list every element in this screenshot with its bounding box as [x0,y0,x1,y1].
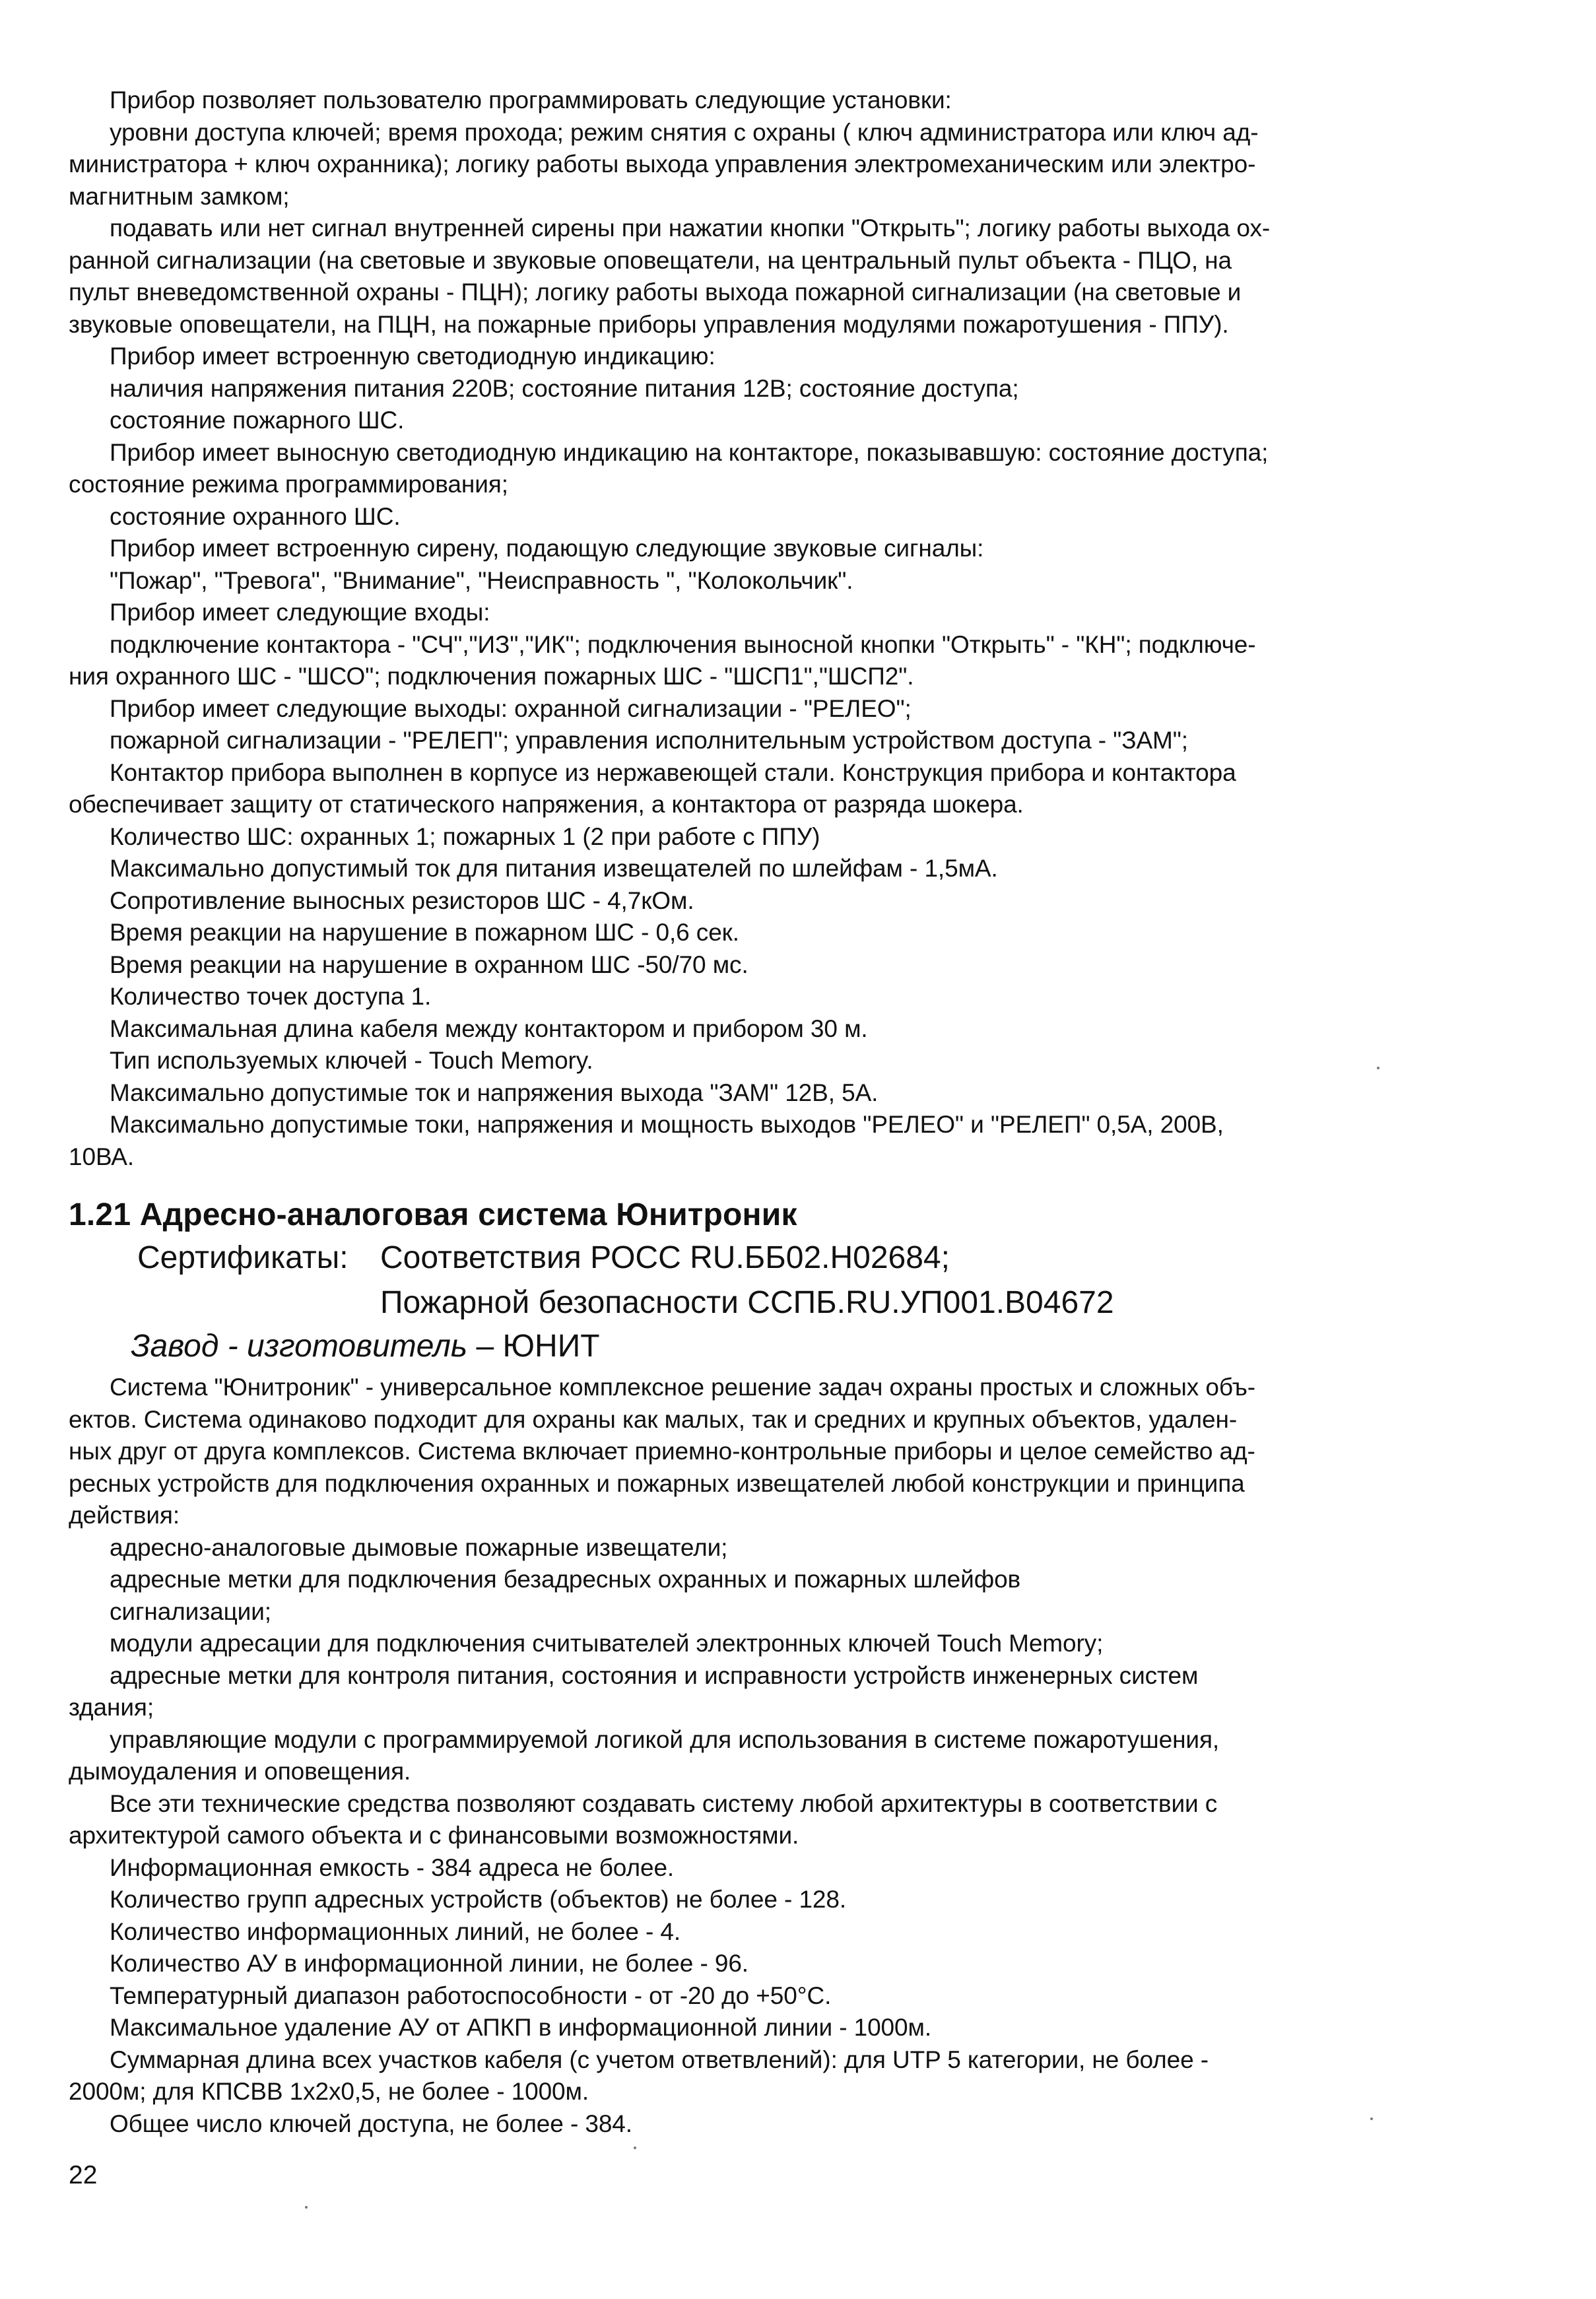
text-line: адресные метки для подключения безадресных охранных и пожарных шлейфов [110,1566,1021,1593]
text-line: министратора + ключ охранника); логику работы выхода управления электромеханическим или электро- [69,150,1256,178]
text-line: Количество информационных линий, не более - 4. [110,1917,681,1945]
manufacturer-line [131,1325,1455,1368]
text-line: Тип используемых ключей - Touch Memory. [110,1047,593,1074]
text-line: здания; [69,1694,154,1721]
text-line: "Пожар", "Тревога", "Внимание", "Неисправность ", "Колокольчик". [110,566,853,594]
text-line: Время реакции на нарушение в пожарном ШС - 0,6 сек. [110,919,739,946]
scan-speck [305,2206,308,2209]
text-line: Система "Юнитроник" - универсальное комплексное решение задач охраны простых и сложных объ- [110,1374,1255,1401]
text-line: Максимальное удаление АУ от АПКП в информационной линии - 1000м. [110,2014,932,2041]
text-line: Время реакции на нарушение в охранном ШС -50/70 мс. [110,950,748,978]
text-line: обеспечивает защиту от статического напряжения, а контактора от разряда шокера. [69,791,1024,818]
section-unitronik [69,1195,1455,2140]
certificate-fire-safety: Пожарной безопасности ССПБ.RU.УП001.В04672 [380,1285,1114,1320]
text-line: Общее число ключей доступа, не более - 384. [110,2110,632,2137]
text-line: состояние пожарного ШС. [110,407,405,434]
text-line: Количество АУ в информационной линии, не более - 96. [110,1950,748,1977]
text-line: 10ВА. [69,1143,135,1170]
text-line: Прибор имеет выносную светодиодную индикацию на контакторе, показывавшую: состояние доступа; [110,438,1269,466]
text-line: Контактор прибора выполнен в корпусе из нержавеющей стали. Конструкция прибора и контактора [110,758,1236,786]
text-line: подключение контактора - "СЧ","ИЗ","ИК"; подключения выносной кнопки "Открыть" - "КН"; подключе- [110,630,1256,658]
certificate-line-1 [69,1236,1455,1281]
text-line: ния охранного ШС - "ШСО"; подключения пожарных ШС - "ШСП1","ШСП2". [69,663,914,690]
text-line: Количество ШС: охранных 1; пожарных 1 (2 при работе с ППУ) [110,822,820,850]
certificates-label: Сертификаты: [137,1240,349,1275]
text-line: 2000м; для КПСВВ 1х2х0,5, не более - 1000м. [69,2078,589,2105]
scan-speck [1377,1067,1380,1069]
text-line: наличия напряжения питания 220В; состояние питания 12В; состояние доступа; [110,374,1019,402]
text-line: звуковые оповещатели, на ПЦН, на пожарные приборы управления модулями пожаротушения - ППУ). [69,310,1229,338]
text-line: подавать или нет сигнал внутренней сирены при нажатии кнопки "Открыть"; логику работы выхода ох- [110,215,1271,242]
text-line: магнитным замком; [69,182,290,210]
manufacturer-value: – ЮНИТ [467,1329,600,1364]
text-line: пульт вневедомственной охраны - ПЦН); логику работы выхода пожарной сигнализации (на световые и [69,279,1242,306]
text-line: дымоудаления и оповещения. [69,1758,411,1785]
text-line: действия: [69,1502,180,1529]
text-line: Сопротивление выносных резисторов ШС - 4,7кОм. [110,886,694,914]
text-line: ектов. Система одинаково подходит для охраны как малых, так и средних и крупных объектов, удален- [69,1405,1238,1433]
text-line: пожарной сигнализации - "РЕЛЕП"; управления исполнительным устройством доступа - "ЗАМ"; [110,727,1188,754]
text-line: ных друг от друга комплексов. Система включает приемно-контрольные приборы и целое семейство ад- [69,1438,1255,1465]
text-line: уровни доступа ключей; время прохода; режим снятия с охраны ( ключ администратора или ключ ад- [110,118,1259,146]
section-heading: 1.21 Адресно-аналоговая система Юнитроник [69,1197,797,1232]
page-number: 22 [69,2161,98,2189]
device-description [69,84,1455,1173]
text-line: ресных устройств для подключения охранных и пожарных извещателей любой конструкции и принципа [69,1469,1245,1497]
text-line: управляющие модули с программируемой логикой для использования в системе пожаротушения, [110,1725,1220,1753]
text-line: Суммарная длина всех участков кабеля (с учетом ответвлений): для UTP 5 категории, не более - [110,2046,1209,2073]
text-line: Максимальная длина кабеля между контактором и прибором 30 м. [110,1015,868,1042]
text-line: адресные метки для контроля питания, состояния и исправности устройств инженерных систем [110,1661,1199,1689]
scan-speck [634,2147,636,2149]
manufacturer-label: Завод - изготовитель [131,1329,468,1364]
text-line: Прибор имеет следующие выходы: охранной сигнализации - "РЕЛЕО"; [110,694,912,722]
text-line: Максимально допустимый ток для питания извещателей по шлейфам - 1,5мА. [110,855,998,882]
text-line: ранной сигнализации (на световые и звуковые оповещатели, на центральный пульт объекта - ПЦО, на [69,246,1232,274]
text-line: архитектурой самого объекта и с финансовыми возможностями. [69,1822,799,1849]
text-line: Температурный диапазон работоспособности - от -20 до +50°С. [110,1982,832,2009]
section-body [69,1372,1455,2140]
text-line: Прибор имеет встроенную светодиодную индикацию: [110,343,715,370]
certificate-conformity: Соответствия РОСС RU.ББ02.Н02684; [380,1240,950,1275]
text-line: Информационная емкость - 384 адреса не более. [110,1853,675,1881]
text-line: Прибор имеет встроенную сирену, подающую следующие звуковые сигналы: [110,535,984,562]
text-line: Максимально допустимые токи, напряжения и мощность выходов "РЕЛЕО" и "РЕЛЕП" 0,5А, 200В, [110,1111,1224,1138]
text-line: сигнализации; [110,1597,271,1625]
text-line: состояние режима программирования; [69,471,508,498]
text-line: адресно-аналоговые дымовые пожарные извещатели; [110,1533,728,1561]
text-line: модули адресации для подключения считывателей электронных ключей Touch Memory; [110,1630,1104,1657]
text-line: состояние охранного ШС. [110,502,401,530]
text-line: Максимально допустимые ток и напряжения выхода "ЗАМ" 12В, 5А. [110,1079,879,1106]
text-line: Количество групп адресных устройств (объектов) не более - 128. [110,1886,847,1913]
text-line: Количество точек доступа 1. [110,983,432,1010]
text-line: Прибор имеет следующие входы: [110,599,490,626]
text-line: Все эти технические средства позволяют создавать систему любой архитектуры в соответствии с [110,1789,1218,1817]
text-line: Прибор позволяет пользователю программировать следующие установки: [110,86,952,114]
scan-speck [1370,2117,1373,2120]
